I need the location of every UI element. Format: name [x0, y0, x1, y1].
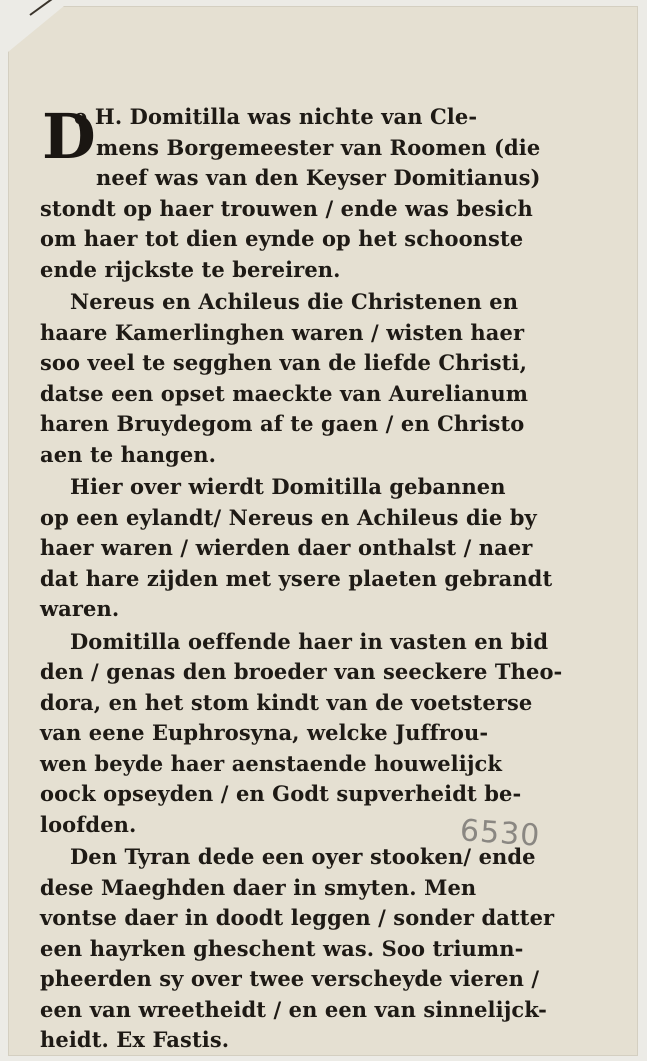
text-line: Den Tyran dede een oyer stooken/ ende [70, 844, 536, 869]
text-line: oock opseyden / en Godt supverheidt be- [40, 781, 522, 806]
folded-corner [8, 6, 64, 52]
text-line: stondt op haer trouwen / ende was besich [40, 195, 533, 221]
text-line: van eene Euphrosyna, welcke Juffrou- [40, 720, 489, 745]
text-line: om haer tot dien eynde op het schoonste [40, 226, 524, 251]
text-line: aen te hangen. [40, 441, 217, 467]
text-line: dat hare zijden met ysere plaeten gebrandt [40, 565, 553, 591]
paragraph-3 [40, 472, 588, 625]
text-line: heidt. Ex Fastis. [40, 1027, 230, 1052]
text-line: Hier over wierdt Domitilla gebannen [70, 474, 506, 499]
text-line: vontse daer in doodt leggen / sonder datter [40, 905, 555, 930]
text-line: dese Maeghden daer in smyten. Men [40, 874, 477, 900]
text-line: e H. Domitilla was nichte van Cle- [74, 104, 478, 129]
paragraph-5 [40, 842, 588, 1056]
text-line: mens Borgemeester van Roomen (die [96, 134, 541, 160]
paragraph-2 [40, 287, 588, 470]
text-line: waren. [40, 596, 120, 621]
text-line: Nereus en Achileus die Christenen en [70, 289, 519, 314]
text-line: dora, en het stom kindt van de voetsterse [40, 689, 533, 715]
document-text [40, 102, 588, 1058]
text-line: ende rijckste te bereiren. [40, 256, 341, 282]
text-line: soo veel te segghen van de liefde Christi, [40, 350, 527, 375]
text-line: datse een opset maeckte van Aurelianum [40, 380, 529, 406]
text-line: neef was van den Keyser Domitianus) [96, 165, 541, 190]
text-line: haren Bruydegom af te gaen / en Christo [40, 411, 525, 436]
text-line: pheerden sy over twee verscheyde vieren / [40, 966, 540, 991]
text-line: loofden. [40, 811, 137, 837]
text-line: een van wreetheidt / en een van sinnelijck- [40, 996, 547, 1022]
paragraph-1 [40, 102, 588, 285]
text-line: den / genas den broeder van seeckere Theo- [40, 659, 563, 684]
text-line: haare Kamerlinghen waren / wisten haer [40, 319, 525, 345]
handwritten-number: 6530 [458, 813, 542, 854]
drop-cap: D [42, 100, 96, 173]
text-line: op een eylandt/ Nereus en Achileus die by [40, 504, 537, 530]
text-line: haer waren / wierden daer onthalst / naer [40, 535, 533, 560]
paragraph-4 [40, 627, 588, 841]
text-line: een hayrken gheschent was. Soo triumn- [40, 935, 524, 961]
text-line: Domitilla oeffende haer in vasten en bid [70, 628, 549, 654]
text-line: wen beyde haer aenstaende houwelijck [40, 750, 503, 776]
